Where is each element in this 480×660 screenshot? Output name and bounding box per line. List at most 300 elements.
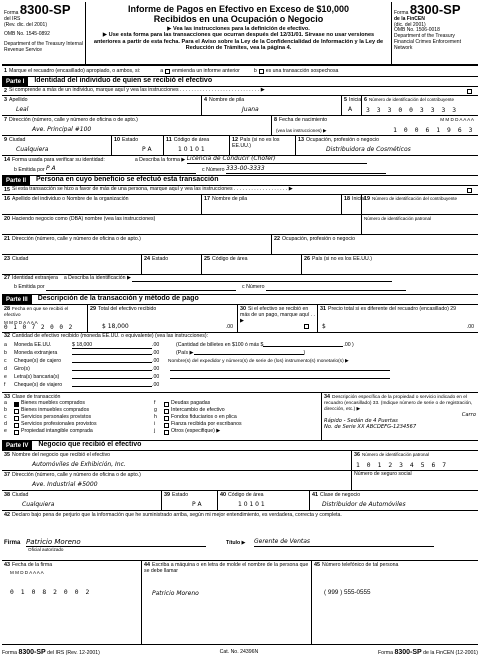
l32-issuer-input-1[interactable] [170, 370, 390, 371]
field-6[interactable] [362, 96, 478, 115]
l3-num: 3 [4, 97, 7, 103]
line-35-36 [2, 451, 478, 471]
l15-num: 15 [4, 186, 10, 193]
l14-label: Forma usada para verificar su identidad: [12, 156, 105, 163]
form-title-2: Recibidos en una Ocupación o Negocio [153, 14, 324, 24]
header-center [86, 2, 392, 64]
part-4-title: Negocio que recibió el efectivo [38, 441, 142, 449]
l12-num: 12 [232, 137, 238, 143]
l12-label: País (si no es los EE.UU.) [232, 137, 280, 149]
line-2-num: 2 [4, 87, 7, 94]
rev-label: (Rev. dic. del 2001) [4, 21, 47, 28]
l32-issuer-input-2[interactable] [170, 378, 390, 379]
footer-left-rev: (Rev. 12-2001) [65, 649, 100, 656]
part-2-header [2, 176, 478, 186]
l8-mask: M M D D A A A A [440, 117, 474, 122]
line-42 [2, 511, 478, 561]
l33b-text: Fianza recibida por escribanos [171, 421, 242, 428]
l8-sub: (vea las instrucciones) ▶ [276, 127, 327, 133]
l33a-key: a [4, 400, 7, 407]
l33a-checkbox[interactable] [14, 402, 19, 407]
l33b-checkbox[interactable] [164, 430, 169, 435]
field-44[interactable] [142, 561, 312, 644]
l18-label: Inicial [352, 196, 366, 202]
title-field[interactable]: Gerente de Ventas [254, 539, 434, 547]
line-33-34 [2, 393, 478, 441]
l40-num: 40 [220, 492, 226, 498]
part-2-title: Persona en cuyo beneficio se efectuó esta transacción [36, 176, 219, 184]
part-4-header [2, 441, 478, 451]
l6-label: Número de identificación del contribuyente [369, 97, 455, 102]
l32b: b [4, 350, 7, 357]
l38-label: Ciudad [12, 492, 29, 498]
l32f: f [4, 382, 6, 389]
l14a-label: a Describa la forma ▶ [134, 156, 186, 163]
l39-num: 39 [164, 492, 170, 498]
field-41[interactable] [310, 491, 478, 510]
line-38-41 [2, 491, 478, 511]
l33b-key: h [154, 414, 157, 421]
l32e: e [4, 374, 7, 381]
l8-label: Fecha de nacimiento [279, 117, 328, 123]
l16-label: Apellido del individuo o Nombre de la organización [12, 196, 129, 202]
l32d-value[interactable] [72, 370, 152, 371]
l27-label: Identidad extranjera [12, 275, 58, 281]
field-29[interactable] [88, 305, 238, 332]
l17-label: Nombre de pila [212, 196, 248, 202]
l18-num: 18 [344, 196, 350, 202]
r-dept: Department of the Treasury Financial Crimes Enforcement Network [394, 33, 461, 51]
authorized-officer-label: Oficial autorizado [28, 546, 64, 552]
l32-num: 32 [4, 333, 10, 339]
footer-right-form: Forma [378, 649, 394, 656]
l13-num: 13 [298, 137, 304, 143]
l14c-label: c Número [202, 166, 225, 173]
field-36[interactable] [352, 451, 478, 470]
omb-label: OMB No. 1545-0892 [4, 31, 50, 38]
l22-num: 22 [274, 236, 280, 242]
field-45[interactable] [312, 561, 478, 644]
l33b-checkbox[interactable] [164, 409, 169, 414]
l39-label: Estado [172, 492, 189, 498]
l9-num: 9 [4, 137, 7, 143]
l13-value: Distribuidora de Cosméticos [326, 146, 411, 154]
l35-value: Automóviles de Exhibición, Inc. [32, 461, 126, 469]
l45-value: ( 999 ) 555-0555 [324, 588, 371, 596]
l6-value: 3 3 3 0 0 3 3 3 3 [366, 106, 458, 114]
line-2 [2, 87, 478, 96]
l32c-cents: .00 [152, 358, 160, 365]
l10-num: 10 [114, 137, 120, 143]
l30-label: Si el efectivo se recibió en más de un pago, marque aquí . . ▶ [240, 306, 315, 324]
l33b-key: g [154, 407, 157, 414]
l32c: c [4, 358, 7, 365]
line-3-6 [2, 96, 478, 116]
field-19[interactable] [362, 195, 478, 214]
signature-field[interactable]: Patricio Moreno [26, 538, 206, 547]
l4-value: Juana [242, 106, 259, 114]
l32d: d [4, 366, 7, 373]
field-7[interactable] [2, 116, 272, 135]
line-14 [2, 156, 478, 176]
line-23-26 [2, 255, 478, 275]
line-2-text: Si comprende a más de un individuo, marque aquí y vea las instrucciones . . . . . . . . . . . . . . . . . . . . . . . . . . . . ▶ [9, 87, 265, 94]
line-1 [2, 67, 478, 77]
l10-value: P A [142, 146, 152, 154]
footer-right-number: 8300-SP [394, 648, 422, 656]
l33b-key: j [154, 428, 156, 435]
l28-num: 28 [4, 306, 10, 312]
form-header [2, 2, 478, 66]
r-form-label: Forma [394, 10, 409, 16]
l44-num: 44 [144, 562, 150, 568]
field-25[interactable] [202, 255, 302, 274]
l43-mask: M M D D A A A A [10, 569, 44, 575]
field-30[interactable] [238, 305, 318, 332]
l27b-label: b Emitida por [14, 284, 45, 290]
l33a-checkbox[interactable] [14, 430, 19, 435]
l27c-input[interactable] [266, 290, 406, 291]
l33-label: Clase de transacción [12, 394, 61, 400]
field-3[interactable] [2, 96, 202, 115]
line-9-13 [2, 136, 478, 156]
l41-num: 41 [312, 492, 318, 498]
l32e-value[interactable] [72, 378, 152, 379]
l25-label: Código de área [212, 256, 248, 262]
r-form-number: 8300-SP [409, 2, 461, 17]
l32b-text: Moneda extranjera [14, 350, 58, 357]
l33-list-left [4, 401, 154, 436]
l33a-item [4, 429, 154, 436]
l37-label: Dirección (número, calle y número de oficina o de apto.) [12, 472, 141, 478]
l32d-text: Giro(s) [14, 366, 30, 373]
l11-label: Código de área [173, 137, 210, 143]
field-37[interactable] [2, 471, 352, 490]
l32a-right: (Cantidad de billetes en $100 ó más $ [176, 342, 264, 349]
line-16-19 [2, 195, 478, 215]
l44-label: Escriba a máquina o en letra de molde el nombre de la persona que se debe llamar [144, 562, 309, 574]
footer-right-fincen: de la FinCEN [423, 649, 455, 656]
field-4[interactable] [202, 96, 342, 115]
l40-value: 1 0 1 0 1 [238, 501, 265, 509]
field-20-ein[interactable] [362, 215, 478, 234]
part-4-tag: Parte IV [2, 441, 32, 451]
l33a-key: c [4, 414, 7, 421]
l6-num: 6 [364, 97, 367, 103]
l13-label: Ocupación, profesión o negocio [306, 137, 379, 143]
form-label: Forma [4, 10, 19, 16]
l33b-text: Intercambio de efectivo [171, 407, 225, 414]
l28-mask: M M D D A A A A [4, 319, 38, 325]
l32-label: Cantidad de efectivo recibido (moneda EE.UU. o equivalente) (vea las instrucciones): [12, 333, 209, 339]
l32a-value[interactable]: $ 18,000 [72, 343, 152, 350]
line-1a-text: enmienda un informe anterior [172, 67, 240, 74]
line-7-8 [2, 116, 478, 136]
form-footer [2, 647, 478, 659]
l32b-cents: .00 [152, 350, 160, 357]
l20-num: 20 [4, 216, 10, 222]
line-27 [2, 275, 478, 295]
l33b-checkbox[interactable] [164, 423, 169, 428]
l45-label: Número telefónico de tal persona [322, 562, 399, 568]
field-43[interactable] [2, 561, 142, 644]
l39-value: P A [192, 501, 202, 509]
l20-sub: Número de identificación patronal [364, 216, 432, 221]
l38-num: 38 [4, 492, 10, 498]
footer-cat: Cat. No. 24396N [219, 649, 259, 656]
part-1-tag: Parte I [2, 77, 28, 87]
header-note-2: ▶ Use esta forma para las transacciones que ocurran después del 12/31/01. Sírvase no usar versiones anteriores a partir de esta fecha. Para el Aviso sobre la Ley de la Confidencialidad de Información y la Ley de Reducción de Trámites, vea la página 4. [93, 32, 384, 52]
field-26[interactable] [302, 255, 478, 274]
field-9[interactable] [2, 136, 112, 155]
r-fincen: de la FinCEN [394, 15, 425, 22]
l32a: a [4, 342, 7, 349]
l32c-right: Nombre(s) del expedidor y número(s) de serie de (los) instrumento(s) monetario(s) ▶ [168, 359, 349, 365]
l34-value-1: Carro [461, 411, 476, 418]
l33b-text: Fondos fiduciarios o en plica [171, 414, 237, 421]
l33b-item [154, 429, 319, 436]
part-1-title: Identidad del individuo de quien se recibió el efectivo [34, 77, 213, 85]
l42-text: Declaro bajo pena de perjurio que la información que he suministrado arriba, según mi mejor entendimiento, es verdadera, correcta y completa. [12, 512, 342, 518]
footer-left-number: 8300-SP [18, 648, 46, 656]
l33-list-right [154, 401, 319, 436]
l32d-cents: .00 [152, 366, 160, 373]
l7-label: Dirección (número, calle y número de oficina o de apto.) [9, 117, 138, 123]
l33a-checkbox[interactable] [14, 409, 19, 414]
l16-num: 16 [4, 196, 10, 202]
l33a-text: Propiedad intangible comprada [21, 428, 93, 435]
l8-value: 1 0 0 6 1 9 6 3 [393, 126, 474, 134]
l37-num: 37 [4, 472, 10, 478]
l17-num: 17 [204, 196, 210, 202]
l33a-key: e [4, 428, 7, 435]
l35-label: Nombre del negocio que recibió el efectivo [12, 452, 111, 458]
l3-label: Apellido [9, 97, 28, 103]
field-40[interactable] [218, 491, 310, 510]
field-10[interactable] [112, 136, 164, 155]
l33a-checkbox[interactable] [14, 423, 19, 428]
field-18[interactable] [342, 195, 366, 214]
field-17[interactable] [202, 195, 342, 214]
l29-label: Total del efectivo recibido [98, 306, 157, 312]
l8-num: 8 [274, 117, 277, 123]
multiple-individuals-checkbox[interactable] [467, 89, 472, 94]
field-33 [2, 393, 322, 440]
l5-label: Inicial [349, 97, 363, 103]
field-8[interactable] [272, 116, 478, 135]
l34-value-2: Rápido - Sedán de 4 Puertas [324, 417, 398, 424]
l32b-country-input[interactable] [194, 354, 304, 355]
l27-num: 27 [4, 275, 10, 281]
part-2-tag: Parte II [2, 176, 30, 186]
field-39[interactable] [162, 491, 218, 510]
footer-left-irs: del IRS [47, 649, 65, 656]
field-16[interactable] [2, 195, 202, 214]
l14c-value[interactable]: 333-00-3333 [226, 166, 386, 174]
l4-label: Nombre de pila [209, 97, 245, 103]
l32a-text: Moneda EE.UU. [14, 342, 52, 349]
l11-value: 1 0 1 0 1 [178, 146, 205, 154]
l23-label: Ciudad [12, 256, 29, 262]
l40-label: Código de área [228, 492, 264, 498]
header-right [392, 2, 478, 64]
l41-label: Clase de negocio [320, 492, 361, 498]
l32c-value[interactable] [72, 362, 152, 363]
l37-sub: Número de seguro social [354, 471, 412, 477]
l26-label: País (si no es los EE.UU.) [312, 256, 372, 262]
l9-label: Ciudad [9, 137, 26, 143]
l28-label: Fecha en que se recibió el efectivo [4, 307, 69, 318]
field-5[interactable] [342, 96, 362, 115]
l32f-text: Cheque(s) de viajero [14, 382, 63, 389]
l33b-key: f [154, 400, 156, 407]
l7-num: 7 [4, 117, 7, 123]
l33a-key: d [4, 421, 7, 428]
l32b-right: (País ▶ [176, 350, 194, 357]
field-28[interactable] [2, 305, 88, 332]
l34-value-3: No. de Serie XX ABCDEFG-1234567 [324, 423, 417, 430]
l32b-value[interactable] [72, 354, 152, 355]
l20-label: Haciendo negocio como (DBA) nombre (vea las instrucciones) [12, 216, 156, 222]
l31-cents: .00 [466, 324, 474, 331]
sign-label: Firma [4, 540, 21, 547]
l3-value: Leal [16, 106, 29, 114]
l21-num: 21 [4, 236, 10, 242]
l27b-input[interactable] [46, 290, 236, 291]
field-23[interactable] [2, 255, 142, 274]
l44-value: Patricio Moreno [152, 589, 199, 597]
field-12[interactable] [230, 136, 296, 155]
field-38[interactable] [2, 491, 162, 510]
l28-value: 0 1 0 7 2 0 0 2 [4, 324, 74, 332]
l43-label: Fecha de la firma [12, 562, 53, 568]
line-15 [2, 186, 478, 195]
field-20[interactable] [2, 215, 362, 234]
l33a-checkbox[interactable] [14, 416, 19, 421]
l43-num: 43 [4, 562, 10, 568]
l33b-text: Deudas pagadas [171, 400, 211, 407]
l43-value: 0 1 0 8 2 0 0 2 [10, 589, 91, 597]
l33a-text: Servicios personales provistos [21, 414, 92, 421]
l33a-text: Bienes inmuebles comprados [21, 407, 90, 414]
line-21-22 [2, 235, 478, 255]
field-13[interactable] [296, 136, 478, 155]
l14-num: 14 [4, 156, 10, 163]
l34-num: 34 [324, 394, 330, 400]
l36-num: 36 [354, 452, 360, 458]
part-3-tag: Parte III [2, 295, 32, 305]
irs-label: del IRS [4, 15, 21, 22]
line-32: 32 Cantidad de efectivo recibido (moneda EE.UU. o equivalente) (vea las instrucciones): a Moneda EE.UU. $ 18,000 .00 (Cantidad de billetes en $100 ó más $ .00 ) b Moneda extranjera .00 (País ▶ ) c Cheque(s) de cajero .00 Nombre(s) del expedidor y número(s) de serie de (los) instrumento(s) monetario(s) ▶ d Giro(s) .00 e Letra(s) bancaria(s) .00 f Cheque(s) de viajero .00 [2, 333, 478, 393]
title-label: Título ▶ [226, 540, 246, 546]
line-37 [2, 471, 478, 491]
l42-num: 42 [4, 512, 10, 518]
l37-value: Ave. Industrial #5000 [32, 481, 98, 489]
line-1a-label: a [160, 67, 164, 74]
footer-right-rev: (12-2001) [455, 649, 478, 656]
l33-num: 33 [4, 394, 10, 400]
l23-num: 23 [4, 256, 10, 262]
l5-num: 5 [344, 97, 347, 103]
l32c-text: Cheque(s) de cajero [14, 358, 62, 365]
field-24[interactable] [142, 255, 202, 274]
part-3-header [2, 295, 478, 305]
l27a-label: a Describa la identificación ▶ [63, 275, 131, 281]
l14b-value[interactable]: P A [46, 166, 196, 174]
l41-value: Distribuidor de Automóviles [322, 501, 406, 509]
l19-num: 19 [364, 196, 370, 202]
l32e-text: Letra(s) bancaria(s) [14, 374, 60, 381]
l31-num: 31 [320, 306, 326, 312]
l14a-value[interactable]: Licencia de Conducir (Chofer) [187, 156, 367, 164]
suspicious-checkbox[interactable] [259, 69, 264, 74]
l7-value: Ave. Principal #100 [32, 126, 92, 134]
l33b-checkbox[interactable] [164, 402, 169, 407]
l33a-key: b [4, 407, 7, 414]
l10-label: Estado [122, 137, 139, 143]
l11-num: 11 [166, 137, 172, 143]
l9-value: Cualquiera [16, 146, 49, 154]
line-1b-label: b [253, 67, 257, 74]
l38-value: Cualquiera [22, 501, 55, 509]
field-11[interactable] [164, 136, 230, 155]
l33a-text: Servicios profesionales provistos [21, 421, 97, 428]
l31-label: Precio total si es diferente del recuadro (encasillado) 29 [328, 306, 457, 312]
field-31[interactable] [318, 305, 478, 332]
l45-num: 45 [314, 562, 320, 568]
l19-label: Número de identificación del contribuyente [372, 196, 458, 201]
l33b-checkbox[interactable] [164, 416, 169, 421]
l32e-cents: .00 [152, 374, 160, 381]
line-28-31 [2, 305, 478, 333]
dept-label: Department of the Treasury Internal Revenue Service [4, 41, 83, 53]
l33b-text: Otros (especifique) ▶ [171, 428, 221, 435]
l33a-text: Bienes muebles comprados [21, 400, 86, 407]
field-21[interactable] [2, 235, 272, 254]
field-34[interactable] [322, 393, 478, 440]
line-1-text: Marque el recuadro (encasillado) apropiado, o ambos, si: [9, 67, 141, 74]
multiple-persons-checkbox[interactable] [467, 188, 472, 193]
l22-label: Ocupación, profesión o negocio [282, 236, 355, 242]
line-1b-text: es una transacción sospechosa [265, 67, 339, 74]
multiple-payments-checkbox[interactable] [304, 324, 309, 329]
r-rev: (dic. del 2001) [394, 21, 426, 28]
line-43-45 [2, 561, 478, 645]
l24-num: 24 [144, 256, 150, 262]
l29-value: $ 18,000 [102, 323, 129, 331]
l27a-input[interactable] [132, 281, 392, 282]
l5-value: A [348, 106, 353, 114]
l32f-cents: .00 [152, 382, 160, 389]
l32a-cents: .00 [152, 342, 160, 349]
form-number: 8300-SP [19, 2, 71, 17]
amend-checkbox[interactable] [165, 69, 170, 74]
l30-num: 30 [240, 306, 246, 312]
field-35[interactable] [2, 451, 352, 470]
field-22[interactable] [272, 235, 478, 254]
form-title-1: Informe de Pagos en Efectivo en Exceso de $10,000 [127, 4, 350, 14]
header-left [2, 2, 86, 64]
footer-left-form: Forma [2, 649, 17, 656]
field-37-ssn[interactable] [352, 471, 478, 490]
l36-label: Número de identificación patronal [362, 452, 430, 457]
header-note-1: ▶ Vea las instrucciones para la definición de efectivo. [167, 26, 310, 32]
line-20 [2, 215, 478, 235]
l32f-value[interactable] [72, 386, 152, 387]
l33b-key: i [154, 421, 156, 428]
l32a-bills-input[interactable] [263, 346, 343, 347]
l29-num: 29 [90, 306, 96, 312]
